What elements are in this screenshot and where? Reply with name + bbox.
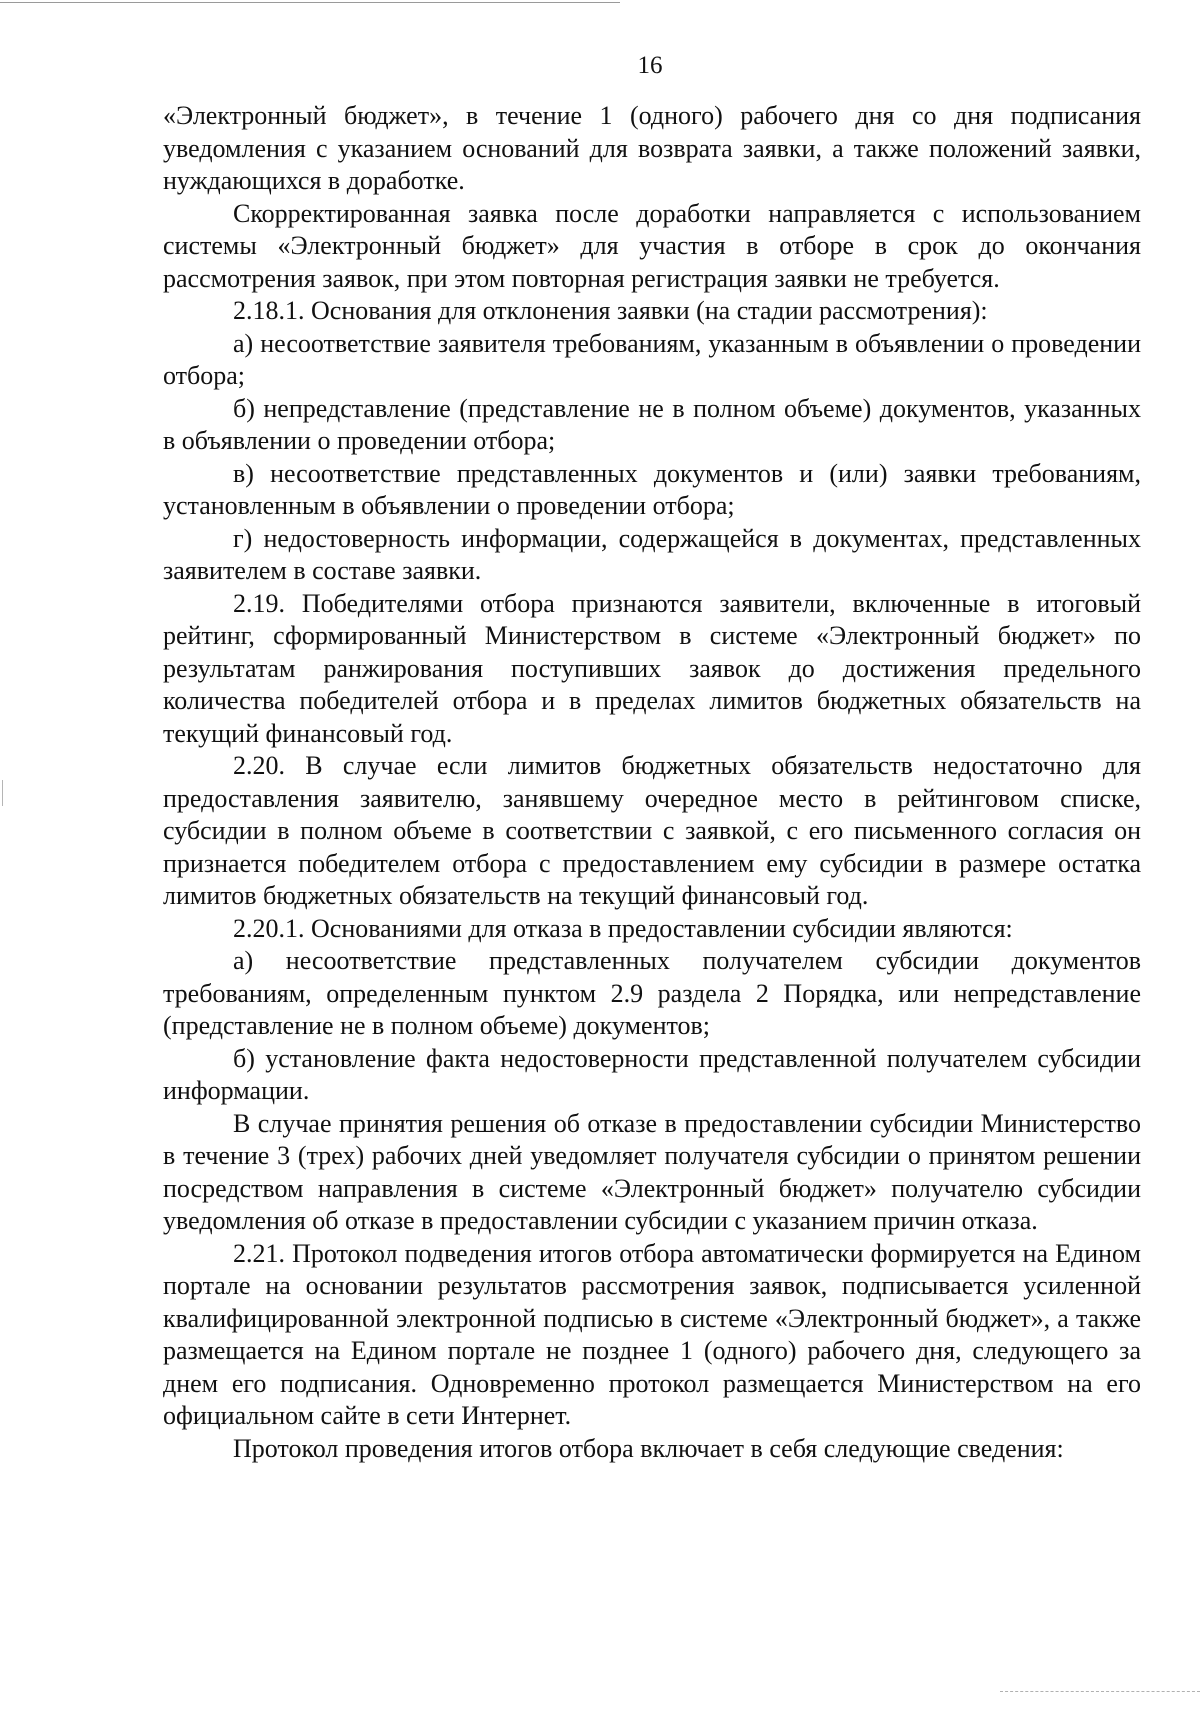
list-item-v: в) несоответствие представленных документов и (или) заявки требованиям, установленным в объявлении о проведении отбора; (163, 458, 1141, 520)
section-2-20-1: 2.20.1. Основаниями для отказа в предоставлении субсидии являются: (233, 913, 1013, 943)
paragraph-continuation: «Электронный бюджет», в течение 1 (одного) рабочего дня со дня подписания уведомления с указанием оснований для возврата заявки, а также положений заявки, нуждающихся в доработке. (163, 101, 1141, 195)
paragraph: Скорректированная заявка после доработки направляется с использованием системы «Электронный бюджет» для участия в отборе в срок до окончания рассмотрения заявок, при этом повторная регистрация заявки не требуется. (163, 198, 1141, 293)
list-item-a: а) несоответствие представленных получателем субсидии документов требованиям, определенным пунктом 2.9 раздела 2 Порядка, или непредставление (представление не в полном объеме) документов; (163, 946, 1141, 1040)
section-2-20: 2.20. В случае если лимитов бюджетных обязательств недостаточно для предоставления заявителю, занявшему очередное место в рейтинговом списке, субсидии в полном объеме в соответствии с заявкой, с его письменного согласия он признается победителем отбора с предоставлением ему субсидии в размере остатка лимитов бюджетных обязательств на текущий финансовый год. (163, 751, 1141, 910)
scan-edge-line (0, 2, 620, 3)
page-number: 16 (637, 52, 663, 79)
document-body (163, 100, 1141, 1465)
section-2-21: 2.21. Протокол подведения итогов отбора автоматически формируется на Едином портале на основании результатов рассмотрения заявок, подписывается усиленной квалифицированной электронной подписью в системе «Электронный бюджет», а также размещается на Едином портале не позднее 1 (одного) рабочего дня, следующего за днем его подписания. Одновременно протокол размещается Министерством на его официальном сайте в сети Интернет. (163, 1238, 1141, 1430)
list-item-b: б) установление факта недостоверности представленной получателем субсидии информации. (163, 1043, 1141, 1105)
scan-edge-mark (2, 780, 3, 806)
list-item-b: б) непредставление (представление не в полном объеме) документов, указанных в объявлении о проведении отбора; (163, 393, 1141, 455)
section-2-18-1: 2.18.1. Основания для отклонения заявки (на стадии рассмотрения): (233, 296, 988, 325)
paragraph: Протокол проведения итогов отбора включает в себя следующие сведения: (233, 1433, 1064, 1463)
scan-edge-line (1000, 1691, 1200, 1692)
section-2-19: 2.19. Победителями отбора признаются заявители, включенные в итоговый рейтинг, сформированный Министерством в системе «Электронный бюджет» по результатам ранжирования поступивших заявок до достижения предельного количества победителей отбора и в пределах лимитов бюджетных обязательств на текущий финансовый год. (163, 588, 1141, 748)
list-item-g: г) недостоверность информации, содержащейся в документах, представленных заявителем в составе заявки. (163, 523, 1141, 585)
list-item-a: а) несоответствие заявителя требованиям, указанным в объявлении о проведении отбора; (163, 328, 1141, 390)
paragraph: В случае принятия решения об отказе в предоставлении субсидии Министерство в течение 3 (трех) рабочих дней уведомляет получателя субсидии о принятом решении посредством направления в системе «Электронный бюджет» получателю субсидии уведомления об отказе в предоставлении субсидии с указанием причин отказа. (163, 1108, 1141, 1235)
